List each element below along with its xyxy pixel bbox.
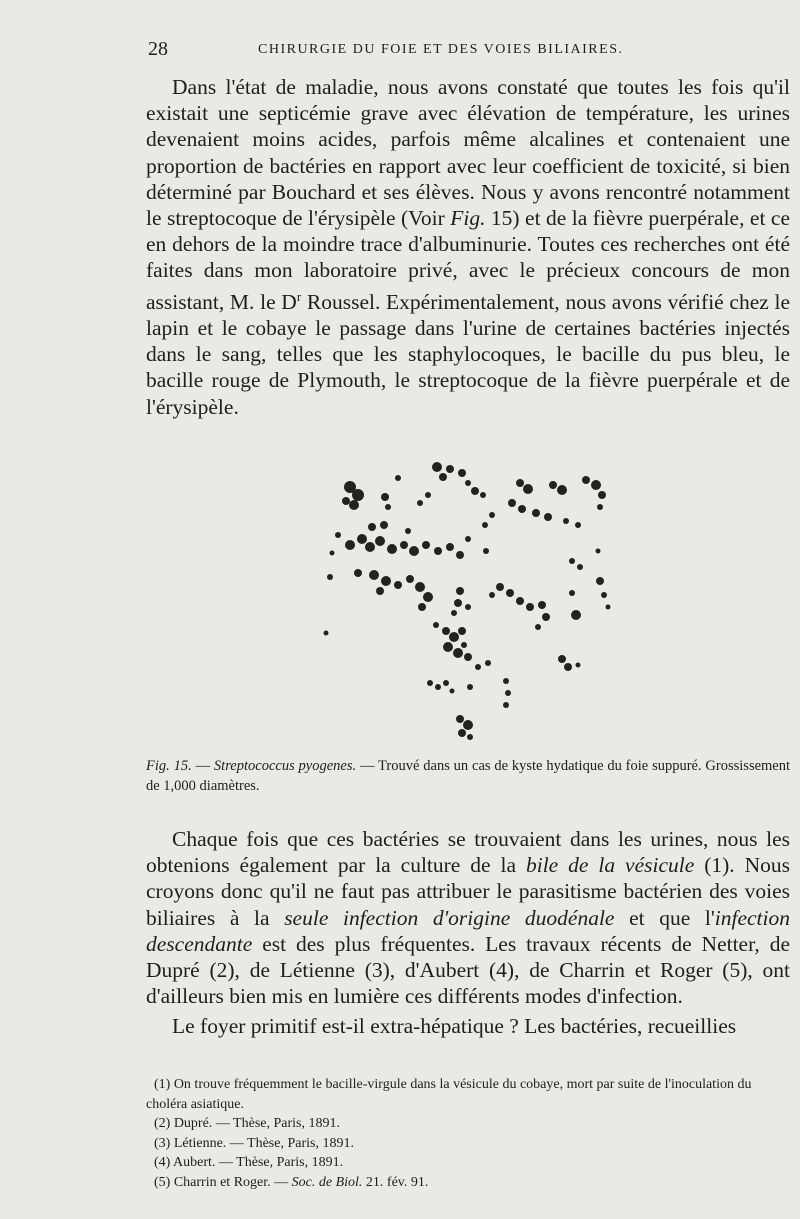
paragraph-2 xyxy=(146,826,790,1009)
caption-dash: — xyxy=(191,758,214,774)
running-title: CHIRURGIE DU FOIE ET DES VOIES BILIAIRES. xyxy=(258,42,624,57)
figure-reference: Fig. xyxy=(450,206,486,231)
paragraph-2-text-a: Chaque fois que ces bactéries se trouvaient dans les urines, nous les obtenions également par la culture de la xyxy=(146,827,790,878)
figure-label: Fig. 15. xyxy=(146,758,192,774)
paragraph-1-text-a: Dans l'état de maladie, nous avons constaté que toutes les fois qu'il existait une septicémie grave avec élévation de température, les urines devenaient moins acides, parfois même alcalines et contenaient une proportion de bactéries en rapport avec leur coefficient de toxicité, si bien déterminé par Bouchard et ses élèves. Nous y avons rencontré notamment le streptocoque de l'érysipèle (Voir xyxy=(146,75,790,231)
paragraph-1-text-b: 15) et de la fièvre puerpérale, et ce en dehors de la moindre trace d'albuminurie. Toutes ces recherches ont été faites dans mon laboratoire privé, avec le précieux concours de mon assistant, M. le D xyxy=(146,206,790,314)
paragraph-2-text-d: est des plus fréquentes. Les travaux récents de Netter, de Dupré (2), de Létienne (3), d'Aubert (4), de Charrin et Roger (5), ont d'ailleurs bien mis en lumière ces différents modes d'infection. xyxy=(146,931,790,1009)
footnote-5-text-a: (5) Charrin et Roger. — xyxy=(154,1174,292,1190)
footnote-5 xyxy=(146,1173,790,1193)
footnote-2: (2) Dupré. — Thèse, Paris, 1891. xyxy=(154,1116,340,1131)
italic-bile-vesicule: bile de la vésicule xyxy=(525,853,695,878)
footnotes xyxy=(146,1075,790,1192)
streptococcus-micrograph xyxy=(310,455,630,745)
footnote-1: (1) On trouve fréquemment le bacille-virgule dans la vésicule du cobaye, mort par suite de l'inoculation du choléra asiatique. xyxy=(146,1077,752,1112)
footnote-5-text-b: 21. fév. 91. xyxy=(362,1174,429,1190)
italic-seule-infection: seule infection d'origine duodénale xyxy=(284,905,615,930)
footnote-5-journal: Soc. de Biol. xyxy=(291,1174,363,1190)
paragraph-3: Le foyer primitif est-il extra-hépatique ? Les bactéries, recueillies xyxy=(172,1014,737,1038)
caption-text: — Trouvé dans un cas de kyste hydatique du foie suppuré. Grossissement de 1,000 diamètres. xyxy=(146,758,791,794)
footnote-4: (4) Aubert. — Thèse, Paris, 1891. xyxy=(154,1155,344,1170)
paragraph-2-text-b: (1). Nous croyons donc qu'il ne faut pas attribuer le parasitisme bactérien des voies biliaires à la xyxy=(146,853,791,930)
page-number: 28 xyxy=(148,38,168,60)
species-name: Streptococcus pyogenes. xyxy=(213,758,357,774)
paragraph-1 xyxy=(146,74,790,420)
italic-infection-descendante: infection descendante xyxy=(146,905,790,956)
page-header xyxy=(148,38,788,62)
figure-caption xyxy=(146,756,790,796)
paragraph-2-text-c: et que l' xyxy=(614,905,715,930)
doctor-superscript: r xyxy=(296,288,302,304)
footnote-3: (3) Létienne. — Thèse, Paris, 1891. xyxy=(154,1135,354,1151)
paragraph-1-text-c: Roussel. Expérimentalement, nous avons vérifié chez le lapin et le cobaye le passage dans l'urine de certaines bactéries injectés dans le sang, telles que les staphylocoques, le bacille du pus bleu, le bacille rouge de Plymouth, le streptocoque de la fièvre puerpérale et de l'érysipèle. xyxy=(146,289,790,419)
